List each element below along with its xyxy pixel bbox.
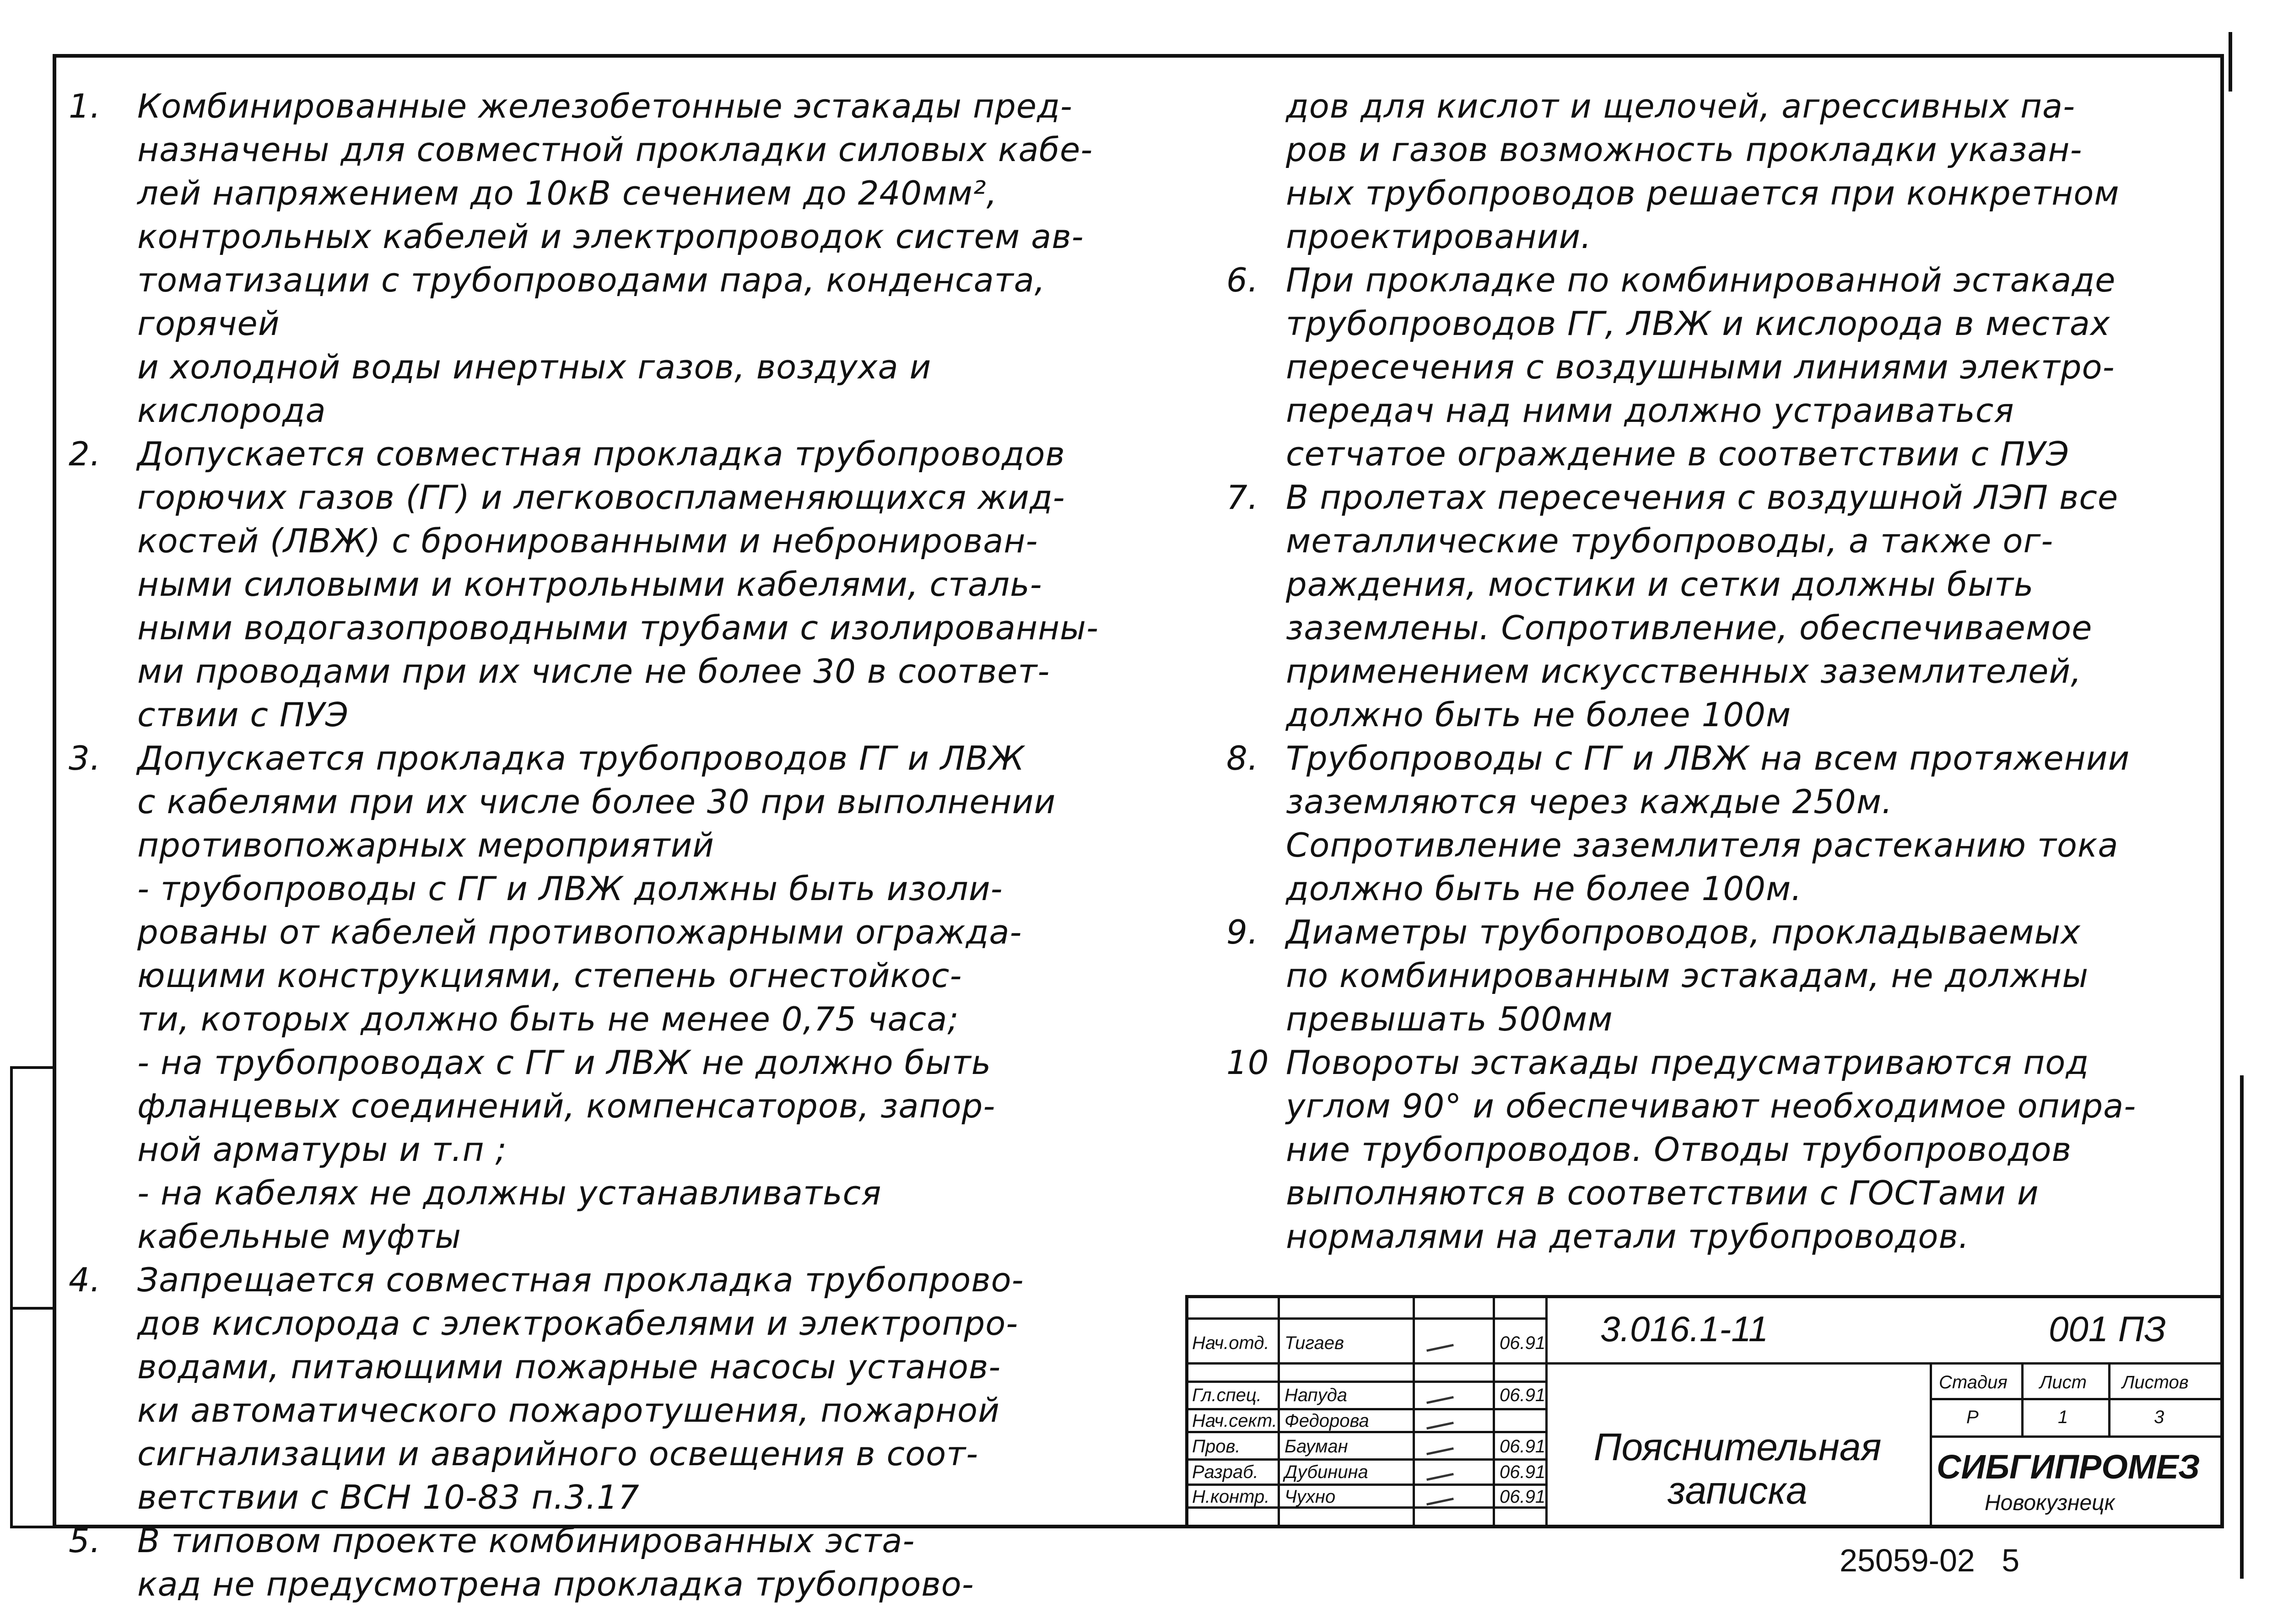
note-number: 3. xyxy=(69,739,101,777)
signature-mark xyxy=(1426,1461,1454,1483)
note-line: Комбинированные железобетонные эстакады пред- xyxy=(137,87,1073,125)
note-item-2 xyxy=(69,432,1121,737)
note-line: ветствии с ВСН 10-83 п.3.17 xyxy=(137,1478,640,1516)
binding-strip xyxy=(10,1066,53,1528)
note-line: трубопроводов ГГ, ЛВЖ и кислорода в местах xyxy=(1286,304,2110,343)
note-item-10 xyxy=(1226,1041,2224,1258)
note-line: должно быть не более 100м. xyxy=(1286,869,1803,908)
note-number: 7. xyxy=(1226,478,1259,517)
stage-header: Стадия xyxy=(1939,1372,2008,1392)
note-line: углом 90° и обеспечивают необходимое опира- xyxy=(1286,1087,2137,1125)
archive-footer xyxy=(1840,1542,2019,1579)
note-line: фланцевых соединений, компенсаторов, запор- xyxy=(137,1087,996,1125)
note-line: раждения, мостики и сетки должны быть xyxy=(1286,565,2034,604)
note-number: 1. xyxy=(69,87,101,125)
note-line: ными силовыми и контрольными кабелями, сталь- xyxy=(137,565,1042,604)
role-date: 06.91 xyxy=(1500,1436,1546,1457)
note-line: ми проводами при их числе не более 30 в соответ- xyxy=(137,652,1050,691)
note-line: противопожарных мероприятий xyxy=(137,826,715,864)
note-line: проектировании. xyxy=(1286,217,1592,256)
page-number: 5 xyxy=(2002,1543,2020,1578)
note-line: костей (ЛВЖ) с бронированными и небронирован- xyxy=(137,522,1038,560)
archive-number: 25059-02 xyxy=(1840,1543,1975,1578)
note-line: Повороты эстакады предусматриваются под xyxy=(1286,1043,2089,1082)
note-line: назначены для совместной прокладки силовых кабе- xyxy=(137,130,1093,169)
note-number: 2. xyxy=(69,435,101,473)
note-line: пересечения с воздушными линиями электро- xyxy=(1286,348,2115,386)
signature-mark xyxy=(1426,1332,1454,1354)
role-label: Гл.спец. xyxy=(1192,1385,1262,1405)
note-item-1 xyxy=(69,85,1121,432)
note-line: выполняются в соответствии с ГОСТами и xyxy=(1286,1174,2039,1212)
note-line: кабельные муфты xyxy=(137,1217,462,1256)
note-line: В пролетах пересечения с воздушной ЛЭП все xyxy=(1286,478,2119,517)
document-code: 3.016.1-11 xyxy=(1600,1309,1769,1349)
note-line: контрольных кабелей и электропроводок систем ав- xyxy=(137,217,1084,256)
role-date: 06.91 xyxy=(1500,1333,1546,1353)
note-line: горючих газов (ГГ) и легковоспламеняющихся жид- xyxy=(137,478,1065,517)
note-line: водами, питающими пожарные насосы установ- xyxy=(137,1348,1001,1386)
note-line: ющими конструкциями, степень огнестойкос- xyxy=(137,956,962,995)
signature-mark xyxy=(1426,1435,1454,1457)
note-line: - на трубопроводах с ГГ и ЛВЖ не должно быть xyxy=(137,1043,992,1082)
role-name: Бауман xyxy=(1285,1436,1348,1457)
note-number: 10 xyxy=(1226,1043,1269,1082)
role-label: Нач.отд. xyxy=(1192,1333,1269,1353)
document-title-line2: записка xyxy=(1668,1469,1808,1512)
note-line: рованы от кабелей противопожарными огражда- xyxy=(137,913,1022,951)
note-line: При прокладке по комбинированной эстакаде xyxy=(1286,261,2116,299)
role-name: Тигаев xyxy=(1285,1333,1344,1353)
sheets-header: Листов xyxy=(2122,1372,2189,1392)
note-line: ных трубопроводов решается при конкретном xyxy=(1286,174,2120,212)
role-date: 06.91 xyxy=(1500,1462,1546,1482)
note-line: ной арматуры и т.п ; xyxy=(137,1130,507,1169)
note-line: ров и газов возможность прокладки указан- xyxy=(1286,130,2083,169)
note-number: 6. xyxy=(1226,261,1259,299)
note-item-3 xyxy=(69,737,1121,1258)
note-item-9 xyxy=(1226,911,2224,1041)
note-number: 9. xyxy=(1226,913,1259,951)
note-item-6 xyxy=(1226,259,2224,476)
note-line: Трубопроводы с ГГ и ЛВЖ на всем протяжении xyxy=(1286,739,2130,777)
notes-right-column xyxy=(1226,85,2224,1258)
note-line: заземлены. Сопротивление, обеспечиваемое xyxy=(1286,609,2093,647)
role-name: Федорова xyxy=(1285,1411,1369,1431)
note-line: применением искусственных заземлителей, xyxy=(1286,652,2082,691)
note-line: Допускается совместная прокладка трубопроводов xyxy=(137,435,1065,473)
stage-value: Р xyxy=(1966,1407,1979,1427)
note-line: - на кабелях не должны устанавливаться xyxy=(137,1174,882,1212)
note-line: Сопротивление заземлителя растеканию тока xyxy=(1286,826,2119,864)
sheet-value: 1 xyxy=(2058,1407,2068,1427)
note-line: должно быть не более 100м xyxy=(1286,696,1792,734)
note-line: томатизации с трубопроводами пара, конденсата, горячей xyxy=(137,261,1046,343)
note-line: ствии с ПУЭ xyxy=(137,696,349,734)
role-name: Дубинина xyxy=(1285,1462,1368,1482)
frame-tick-top xyxy=(2229,32,2232,92)
note-number: 4. xyxy=(69,1261,101,1299)
sheet-code: 001 ПЗ xyxy=(2049,1309,2166,1349)
signature-mark xyxy=(1426,1410,1454,1432)
note-number: 8. xyxy=(1226,739,1259,777)
note-line: Запрещается совместная прокладка трубопрово- xyxy=(137,1261,1024,1299)
note-line: кад не предусмотрена прокладка трубопрово- xyxy=(137,1565,974,1603)
role-label: Н.контр. xyxy=(1192,1487,1270,1507)
note-line: лей напряжением до 10кВ сечением до 240мм², xyxy=(137,174,998,212)
note-line: Допускается прокладка трубопроводов ГГ и ЛВЖ xyxy=(137,739,1025,777)
organization-name: СИБГИПРОМЕЗ xyxy=(1937,1448,2200,1486)
role-label: Нач.сект. xyxy=(1192,1411,1277,1431)
note-line: сигнализации и аварийного освещения в соот- xyxy=(137,1435,979,1473)
role-name: Напуда xyxy=(1285,1385,1348,1405)
note-5-continuation xyxy=(1226,85,2224,259)
role-label: Пров. xyxy=(1192,1436,1241,1457)
sheets-value: 3 xyxy=(2154,1407,2164,1427)
note-line: превышать 500мм xyxy=(1286,1000,1613,1038)
note-line: ки автоматического пожаротушения, пожарной xyxy=(137,1391,1000,1430)
signature-mark xyxy=(1426,1486,1454,1508)
note-line: Диаметры трубопроводов, прокладываемых xyxy=(1286,913,2081,951)
title-block xyxy=(1185,1295,2224,1528)
note-line: по комбинированным эстакадам, не должны xyxy=(1286,956,2089,995)
note-line: с кабелями при их числе более 30 при выполнении xyxy=(137,782,1056,821)
note-line: передач над ними должно устраиваться xyxy=(1286,391,2014,430)
frame-tick-side xyxy=(2240,1075,2244,1579)
note-line: ние трубопроводов. Отводы трубопроводов xyxy=(1286,1130,2072,1169)
note-line: дов для кислот и щелочей, агрессивных па- xyxy=(1286,87,2076,125)
role-label: Разраб. xyxy=(1192,1462,1258,1482)
role-date: 06.91 xyxy=(1500,1487,1546,1507)
note-item-8 xyxy=(1226,737,2224,911)
organization-city: Новокузнецк xyxy=(1985,1491,2115,1515)
sheet-header: Лист xyxy=(2040,1372,2087,1392)
note-line: заземляются через каждые 250м. xyxy=(1286,782,1893,821)
role-date: 06.91 xyxy=(1500,1385,1546,1405)
note-line: дов кислорода с электрокабелями и электропро- xyxy=(137,1304,1019,1343)
note-line: металлические трубопроводы, а также ог- xyxy=(1286,522,2054,560)
note-line: ными водогазопроводными трубами с изолированны- xyxy=(137,609,1099,647)
note-line: - трубопроводы с ГГ и ЛВЖ должны быть изоли- xyxy=(137,869,1003,908)
document-title-line1: Пояснительная xyxy=(1593,1425,1882,1468)
note-line: В типовом проекте комбинированных эста- xyxy=(137,1521,915,1560)
note-number: 5. xyxy=(69,1521,101,1560)
note-line: ти, которых должно быть не менее 0,75 часа; xyxy=(137,1000,959,1038)
signature-mark xyxy=(1426,1384,1454,1406)
note-line: и холодной воды инертных газов, воздуха и кислорода xyxy=(137,348,932,430)
role-name: Чухно xyxy=(1285,1487,1336,1507)
note-item-7 xyxy=(1226,476,2224,737)
note-line: нормалями на детали трубопроводов. xyxy=(1286,1217,1970,1256)
note-item-5 xyxy=(69,1519,1121,1606)
note-item-4 xyxy=(69,1258,1121,1519)
note-line: сетчатое ограждение в соответствии с ПУЭ xyxy=(1286,435,2070,473)
notes-left-column xyxy=(69,85,1121,1606)
